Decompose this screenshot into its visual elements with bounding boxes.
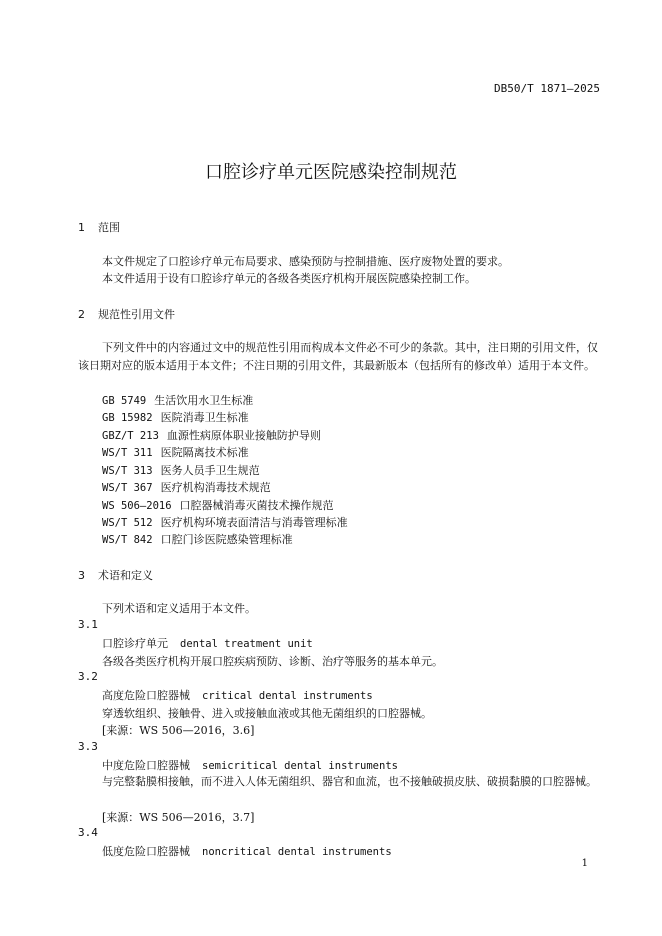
term-name-en: noncritical dental instruments — [202, 846, 392, 858]
reference-title: 医务人员手卫生规范 — [160, 464, 260, 477]
term-heading — [102, 635, 313, 651]
term-heading — [102, 757, 398, 773]
section-2-heading — [78, 306, 175, 322]
term-name-zh: 低度危险口腔器械 — [102, 845, 190, 858]
reference-item — [102, 462, 260, 478]
page-title: 口腔诊疗单元医院感染控制规范 — [205, 162, 457, 183]
reference-code: WS 506—2016 — [102, 500, 172, 512]
term-definition: 穿透软组织、接触骨、进入或接触血液或其他无菌组织的口腔器械。 — [102, 707, 432, 720]
reference-code: GB 5749 — [102, 395, 147, 407]
reference-title: 医疗机构环境表面清洁与消毒管理标准 — [160, 516, 348, 529]
term-source: [来源：WS 506—2016，3.7] — [102, 811, 255, 824]
term-source: [来源：WS 506—2016，3.6] — [102, 724, 255, 737]
reference-title: 医疗机构消毒技术规范 — [160, 481, 271, 494]
reference-code: WS/T 311 — [102, 447, 153, 459]
reference-code: WS/T 512 — [102, 517, 153, 529]
reference-title: 口腔门诊医院感染管理标准 — [160, 533, 293, 546]
term-name-zh: 中度危险口腔器械 — [102, 759, 190, 772]
reference-code: WS/T 842 — [102, 534, 153, 546]
reference-item — [102, 427, 321, 443]
term-number: 3.4 — [78, 826, 98, 839]
section-title: 范围 — [98, 221, 120, 234]
term-heading — [102, 843, 392, 859]
terms-intro: 下列术语和定义适用于本文件。 — [102, 602, 256, 615]
reference-code: GB 15982 — [102, 412, 153, 424]
reference-item — [102, 531, 293, 547]
reference-item — [102, 409, 249, 425]
page-number: 1 — [581, 858, 588, 869]
scope-paragraph-1: 本文件规定了口腔诊疗单元布局要求、感染预防与控制措施、医疗废物处置的要求。 — [102, 255, 509, 268]
reference-title: 血源性病原体职业接触防护导则 — [166, 429, 321, 442]
term-name-zh: 口腔诊疗单元 — [102, 637, 168, 650]
section-title: 术语和定义 — [98, 569, 153, 582]
term-definition: 各级各类医疗机构开展口腔疾病预防、诊断、治疗等服务的基本单元。 — [102, 655, 443, 668]
reference-item — [102, 514, 348, 530]
term-name-en: semicritical dental instruments — [202, 760, 398, 772]
normative-references-intro: 下列文件中的内容通过文中的规范性引用而构成本文件必不可少的条款。其中，注日期的引用文件，仅该日期对应的版本适用于本文件；不注日期的引用文件，其最新版本（包括所有的修改单）适用于本文件。 — [78, 341, 598, 372]
section-3-heading — [78, 567, 153, 583]
reference-title: 口腔器械消毒灭菌技术操作规范 — [179, 499, 334, 512]
term-heading — [102, 687, 373, 703]
term-definition: 与完整黏膜相接触，而不进入人体无菌组织、器官和血流，也不接触破损皮肤、破损黏膜的口腔器械。 — [102, 775, 597, 788]
reference-title: 医院隔离技术标准 — [160, 446, 249, 459]
term-number: 3.3 — [78, 740, 98, 753]
reference-item — [102, 392, 253, 408]
section-number: 1 — [78, 221, 85, 234]
reference-title: 医院消毒卫生标准 — [160, 411, 249, 424]
section-1-heading — [78, 219, 120, 235]
reference-item — [102, 444, 249, 460]
reference-code: WS/T 367 — [102, 482, 153, 494]
reference-title: 生活饮用水卫生标准 — [154, 394, 254, 407]
section-number: 3 — [78, 569, 85, 582]
document-id: DB50/T 1871—2025 — [494, 82, 600, 95]
section-title: 规范性引用文件 — [98, 308, 175, 321]
term-number: 3.2 — [78, 670, 98, 683]
term-name-en: critical dental instruments — [202, 690, 373, 702]
reference-item — [102, 497, 334, 513]
reference-item — [102, 479, 271, 495]
scope-paragraph-2: 本文件适用于设有口腔诊疗单元的各级各类医疗机构开展医院感染控制工作。 — [102, 272, 476, 285]
term-number: 3.1 — [78, 618, 98, 631]
term-name-zh: 高度危险口腔器械 — [102, 689, 190, 702]
term-name-en: dental treatment unit — [180, 638, 313, 650]
section-number: 2 — [78, 308, 85, 321]
reference-code: GBZ/T 213 — [102, 430, 159, 442]
reference-code: WS/T 313 — [102, 465, 153, 477]
